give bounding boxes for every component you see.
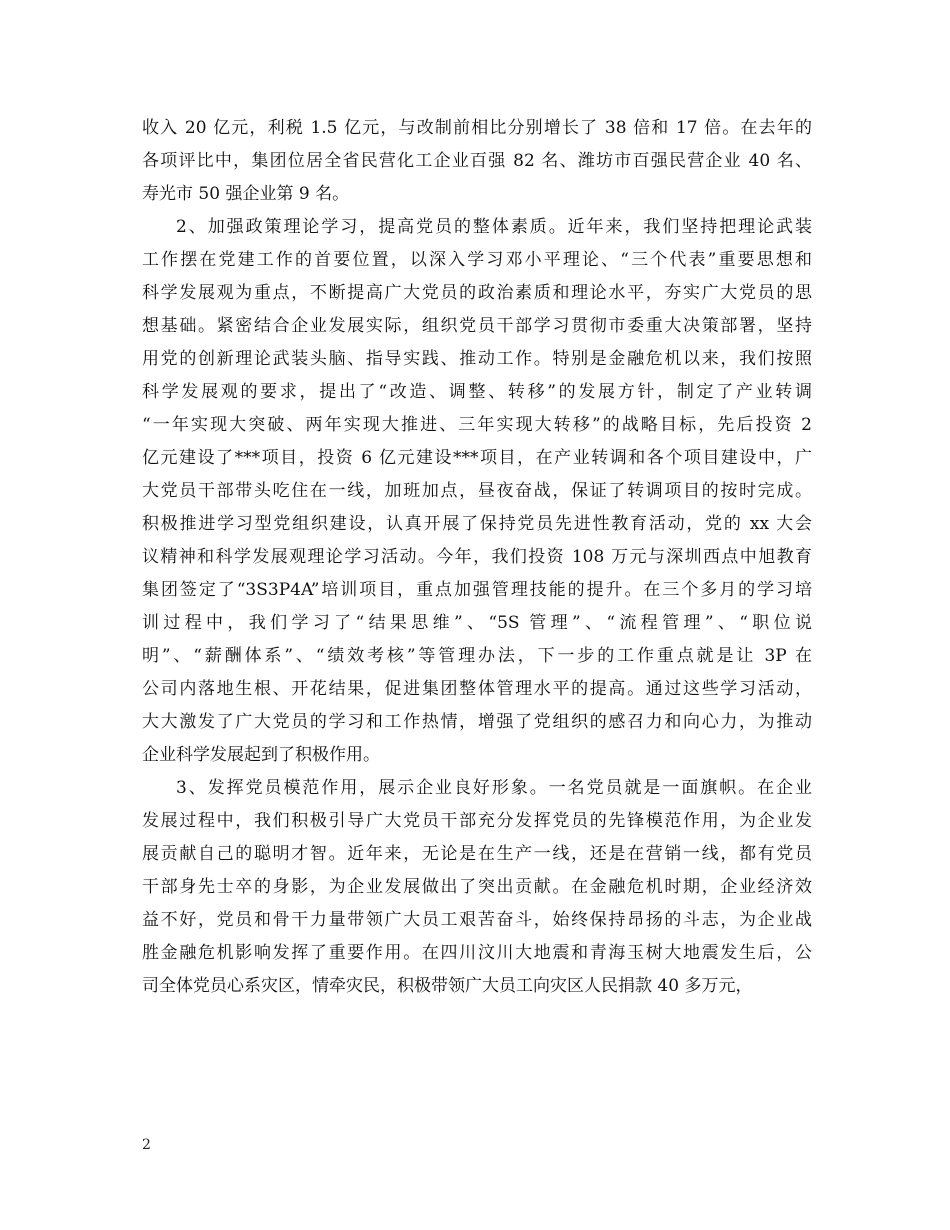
text-line: 各项评比中，集团位居全省民营化工企业百强 82 名、潍坊市百强民营企业 40 名、 (142, 151, 812, 171)
text-line: 明”、“薪酬体系”、“绩效考核”等管理办法，下一步的工作重点就是让 3P 在 (142, 646, 812, 666)
text-line: 集团签定了“3S3P4A”培训项目，重点加强管理技能的提升。在三个多月的学习培 (142, 580, 812, 600)
text-line: 亿元建设了***项目，投资 6 亿元建设***项目，在产业转调和各个项目建设中，广 (142, 448, 812, 468)
paragraph (142, 112, 812, 211)
text-line: 科学发展观的要求，提出了“改造、调整、转移”的发展方针，制定了产业转调 (142, 382, 812, 402)
document-body (142, 112, 812, 1003)
text-line: 干部身先士卒的身影，为企业发展做出了突出贡献。在金融危机时期，企业经济效 (142, 877, 812, 897)
text-line: 想基础。紧密结合企业发展实际，组织党员干部学习贯彻市委重大决策部署，坚持 (142, 316, 812, 336)
text-line: 2、加强政策理论学习，提高党员的整体素质。近年来，我们坚持把理论武装 (176, 217, 812, 237)
paragraph (142, 772, 812, 1003)
text-line: 议精神和科学发展观理论学习活动。今年，我们投资 108 万元与深圳西点中旭教育 (142, 547, 812, 567)
text-line: 寿光市 50 强企业第 9 名。 (142, 184, 350, 204)
text-line: “一年实现大突破、两年实现大推进、三年实现大转移”的战略目标，先后投资 2 (142, 415, 812, 435)
text-line: 公司内落地生根、开花结果，促进集团整体管理水平的提高。通过这些学习活动， (142, 679, 812, 699)
text-line: 科学发展观为重点，不断提高广大党员的政治素质和理论水平，夯实广大党员的思 (142, 283, 812, 303)
page-number: 2 (142, 1137, 151, 1153)
text-line: 大党员干部带头吃住在一线，加班加点，昼夜奋战，保证了转调项目的按时完成。 (142, 481, 812, 501)
paragraph (142, 211, 812, 772)
text-line: 工作摆在党建工作的首要位置，以深入学习邓小平理论、“三个代表”重要思想和 (142, 250, 812, 270)
text-line: 收入 20 亿元，利税 1.5 亿元，与改制前相比分别增长了 38 倍和 17 倍。在去年的 (142, 118, 812, 138)
text-line: 大大激发了广大党员的学习和工作热情，增强了党组织的感召力和向心力，为推动 (142, 712, 812, 732)
text-line: 训过程中，我们学习了“结果思维”、“5S 管理”、“流程管理”、“职位说 (142, 613, 812, 633)
text-line: 胜金融危机影响发挥了重要作用。在四川汶川大地震和青海玉树大地震发生后，公 (142, 943, 812, 963)
text-line: 发展过程中，我们积极引导广大党员干部充分发挥党员的先锋模范作用，为企业发 (142, 811, 812, 831)
text-line: 用党的创新理论武装头脑、指导实践、推动工作。特别是金融危机以来，我们按照 (142, 349, 812, 369)
text-line: 益不好，党员和骨干力量带领广大员工艰苦奋斗，始终保持昂扬的斗志，为企业战 (142, 910, 812, 930)
text-line: 司全体党员心系灾区，情牵灾民，积极带领广大员工向灾区人民捐款 40 多万元， (142, 976, 753, 996)
text-line: 展贡献自己的聪明才智。近年来，无论是在生产一线，还是在营销一线，都有党员 (142, 844, 812, 864)
text-line: 积极推进学习型党组织建设，认真开展了保持党员先进性教育活动，党的 xx 大会 (142, 514, 812, 534)
text-line: 3、发挥党员模范作用，展示企业良好形象。一名党员就是一面旗帜。在企业 (176, 778, 812, 798)
text-line: 企业科学发展起到了积极作用。 (142, 745, 380, 765)
